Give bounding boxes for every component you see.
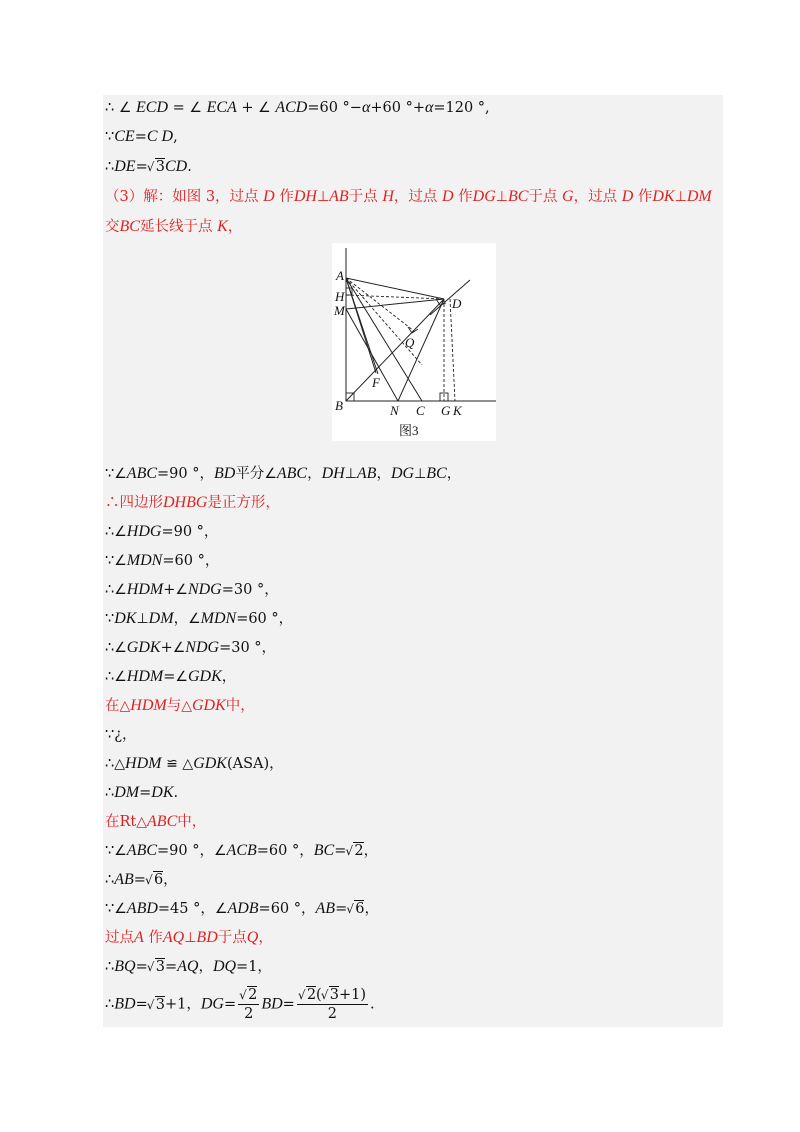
label-c: C <box>416 403 425 418</box>
segment: AB <box>329 188 349 205</box>
text: . <box>173 785 179 801</box>
line-9 <box>105 551 219 571</box>
therefore-symbol: ∴ <box>105 996 115 1013</box>
radical <box>148 157 165 177</box>
root-symbol: √ <box>345 844 353 858</box>
equals: = <box>223 996 237 1013</box>
segment: CD <box>164 158 188 175</box>
angle-name: ACB <box>226 842 257 859</box>
line-8 <box>105 522 218 542</box>
perp-symbol: ⊥ <box>674 189 687 205</box>
figure-caption: 图3 <box>399 423 419 438</box>
segment: AB <box>114 871 134 888</box>
text: ¿， <box>114 727 137 743</box>
text: 与 <box>166 698 182 714</box>
angle-name: GDK <box>126 639 161 656</box>
text: 于点 <box>217 930 247 946</box>
line-20 <box>105 870 178 890</box>
radicand: 2 <box>248 987 258 1003</box>
segment: BD <box>213 465 236 482</box>
equals: = <box>139 785 152 801</box>
text: +1， <box>164 996 201 1013</box>
angle-symbol: ∠ <box>114 640 127 656</box>
text: =30 °， <box>219 640 277 656</box>
segment: BC <box>313 842 335 859</box>
line-4 <box>105 187 712 207</box>
radicand: 2 <box>354 843 364 859</box>
segment: DK <box>114 610 137 627</box>
equals: = <box>282 996 295 1013</box>
equals: = <box>172 100 185 116</box>
line-22 <box>105 928 273 948</box>
segment: BQ <box>114 958 136 975</box>
because-symbol: ∵ <box>105 843 115 859</box>
text: 中， <box>177 814 207 830</box>
line-11 <box>105 609 293 629</box>
numerator <box>297 986 368 1005</box>
angle-symbol: ∠ <box>118 100 132 116</box>
text: 过点 <box>105 930 134 946</box>
line-12 <box>105 638 276 658</box>
figure-svg <box>332 243 496 441</box>
line-3 <box>105 157 192 177</box>
radical <box>347 899 364 919</box>
root-symbol: √ <box>346 902 354 916</box>
text: 作 <box>633 189 653 205</box>
radical <box>148 996 165 1014</box>
equals: = <box>334 843 347 859</box>
segment: BC <box>507 188 529 205</box>
perp-symbol: ⊥ <box>184 930 197 946</box>
label-n: N <box>390 403 399 418</box>
text: 四边形 <box>119 495 163 511</box>
radicand: 3 <box>329 987 339 1003</box>
label-f: F <box>372 375 380 390</box>
minus: − <box>349 100 362 116</box>
segment: DH <box>321 465 345 482</box>
triangle-name: GDK <box>192 697 226 714</box>
line-18 <box>105 812 206 832</box>
text: 延长线于点 <box>139 219 218 235</box>
radical <box>240 986 257 1004</box>
angle-name: GDK <box>187 668 222 685</box>
segment: DG <box>390 465 415 482</box>
numerator <box>238 986 259 1005</box>
text: ， <box>227 219 243 235</box>
segment: DH <box>293 188 317 205</box>
text: 于点 <box>528 189 563 205</box>
angle-symbol: ∠ <box>114 669 127 685</box>
equals: = <box>135 959 148 975</box>
text: ， <box>163 872 178 888</box>
angle-name: ADB <box>227 900 259 917</box>
line-dk-dashed <box>450 299 455 401</box>
radicand: 2 <box>306 987 317 1003</box>
line-md <box>346 299 444 309</box>
text: 交 <box>105 219 120 235</box>
triangle-name: GDK <box>193 755 227 772</box>
angle-name: ECD <box>136 99 169 116</box>
radicand: 6 <box>153 872 164 888</box>
angle-name: ABD <box>126 900 158 917</box>
angle-symbol: ∠ <box>172 640 186 656</box>
therefore-symbol: ∴ <box>105 959 115 975</box>
angle-name: NDG <box>187 581 222 598</box>
segment: BC <box>119 218 140 235</box>
line-1 <box>105 98 490 118</box>
radical <box>346 841 363 861</box>
because-symbol: ∵ <box>105 129 115 145</box>
text: =30 °， <box>221 582 279 598</box>
angle-symbol: ∠ <box>189 100 202 116</box>
text: ， <box>221 669 237 685</box>
text: =60 °， <box>236 611 294 627</box>
line-aq-dashed <box>346 278 414 331</box>
line-6 <box>105 464 461 484</box>
paren: +1) <box>338 987 366 1003</box>
point: Q <box>246 929 259 946</box>
line-10 <box>105 580 279 600</box>
congruent-symbol: ≌ <box>166 756 178 772</box>
text: 在Rt <box>105 814 137 830</box>
line-23 <box>105 957 272 977</box>
angle-name: ABC <box>126 465 158 482</box>
equals: = <box>134 129 147 145</box>
angle-symbol: ∠ <box>114 843 127 859</box>
text: ， <box>376 466 391 482</box>
text: 于点 <box>348 189 383 205</box>
text: ， <box>446 466 462 482</box>
label-q: Q <box>405 335 415 350</box>
line-16 <box>105 754 284 774</box>
triangle-symbol: △ <box>119 698 131 714</box>
perp-symbol: ⊥ <box>136 611 149 627</box>
therefore-symbol: ∴ <box>105 785 115 801</box>
segment: DM <box>148 610 174 627</box>
text: . <box>187 159 192 175</box>
line-21 <box>105 899 379 919</box>
root-symbol: √ <box>144 873 153 887</box>
angle-symbol: ∠ <box>258 100 271 116</box>
text: ， <box>363 843 379 859</box>
label-b: B <box>335 398 343 413</box>
angle-name: HDM <box>126 668 164 685</box>
label-h: H <box>335 289 345 304</box>
angle-name: HDG <box>126 523 162 540</box>
text: +60 °+ <box>370 100 425 116</box>
segment: AQ <box>177 958 199 975</box>
line-13 <box>105 667 236 687</box>
radical <box>322 986 339 1004</box>
therefore-symbol: ∴ <box>105 872 115 888</box>
angle-symbol: ∠ <box>114 582 127 598</box>
because-symbol: ∵ <box>105 611 115 627</box>
text: 中， <box>225 698 255 714</box>
angle-symbol: ∠ <box>114 553 127 569</box>
text: 作 <box>453 189 473 205</box>
line-17 <box>105 783 178 803</box>
text: （3）解：如图 3，过点 <box>105 189 264 205</box>
angle-symbol: ∠ <box>114 466 127 482</box>
angle-symbol: ∠ <box>214 901 228 917</box>
therefore-symbol: ∴ <box>105 640 115 656</box>
text: =90 °， <box>157 466 214 482</box>
alpha: α <box>424 99 434 116</box>
root-symbol: √ <box>320 988 329 1002</box>
label-m: M <box>334 303 345 318</box>
line-ad <box>346 278 444 299</box>
fraction-1 <box>238 986 259 1023</box>
perp-symbol: ⊥ <box>344 466 357 482</box>
angle-name: ACD <box>275 99 308 116</box>
angle-symbol: ∠ <box>114 524 127 540</box>
point: A <box>134 929 144 946</box>
point: D <box>621 188 634 205</box>
line-15 <box>105 725 137 745</box>
text: =90 °， <box>161 524 219 540</box>
root-symbol: √ <box>239 988 247 1002</box>
radical <box>148 957 165 977</box>
label-a: A <box>336 268 344 283</box>
therefore-symbol: ∴ <box>105 669 115 685</box>
plus: + <box>160 640 173 656</box>
text: ， <box>173 611 189 627</box>
equals: = <box>133 872 146 888</box>
point: D <box>441 188 454 205</box>
angle-name: MDN <box>200 610 237 627</box>
equals: = <box>335 901 348 917</box>
line-a-dashed <box>346 278 422 365</box>
line-24 <box>105 986 375 1023</box>
root-symbol: √ <box>146 997 155 1012</box>
radicand: 6 <box>355 901 365 917</box>
angle-name: ECA <box>206 99 237 116</box>
text: =60 °， <box>256 843 314 859</box>
because-symbol: ∵ <box>105 727 115 743</box>
radicand: 3 <box>155 996 165 1013</box>
equals: = <box>135 996 148 1013</box>
radicand: 3 <box>155 959 165 975</box>
angle-symbol: ∠ <box>114 901 127 917</box>
text: 平分 <box>235 466 265 482</box>
root-symbol: √ <box>146 960 155 974</box>
segment: CE <box>114 128 135 145</box>
equals: = <box>164 959 178 975</box>
because-symbol: ∵ <box>105 901 115 917</box>
segment: DK <box>652 188 675 205</box>
segment: DK <box>151 784 174 801</box>
line-af-2 <box>346 278 378 374</box>
line-2 <box>105 127 178 147</box>
because-symbol: ∵ <box>105 466 115 482</box>
angle-symbol: ∠ <box>175 582 188 598</box>
text: =45 °， <box>157 901 215 917</box>
therefore-symbol: ∴ <box>105 582 115 598</box>
root-symbol: √ <box>297 988 306 1002</box>
paren: ( <box>316 987 322 1003</box>
text: (ASA)， <box>226 756 284 772</box>
text: ， <box>307 466 322 482</box>
triangle-symbol: △ <box>136 814 148 830</box>
angle-symbol: ∠ <box>213 843 227 859</box>
text: ，过点 <box>573 189 622 205</box>
text: . <box>370 996 375 1013</box>
because-symbol: ∵ <box>105 553 115 569</box>
radical <box>299 986 316 1004</box>
therefore-symbol: ∴ <box>105 756 115 772</box>
angle-name: ABC <box>126 842 158 859</box>
segment: BD <box>114 995 136 1013</box>
text: =120 °, <box>433 100 490 116</box>
line-bd <box>346 299 444 401</box>
line-7 <box>105 493 280 513</box>
triangle-name: HDM <box>125 755 162 772</box>
point: D <box>263 188 275 205</box>
angle-name: MDN <box>126 552 163 569</box>
line-19 <box>105 841 378 861</box>
triangle-symbol: △ <box>181 698 192 714</box>
quad-name: DHBG <box>163 494 208 511</box>
segment: DM <box>686 188 712 205</box>
therefore-symbol: ∴ <box>105 159 115 175</box>
text: ， <box>198 959 213 975</box>
segment: AQ <box>162 929 185 946</box>
alpha: α <box>361 99 371 116</box>
therefore-symbol: ∴ <box>105 100 115 116</box>
angle-name: NDG <box>185 639 220 656</box>
segment: BD <box>261 995 283 1013</box>
text: ，过点 <box>393 189 442 205</box>
angle-symbol: ∠ <box>188 611 201 627</box>
plus: + <box>163 582 176 598</box>
label-g: G <box>441 403 451 418</box>
text: 作 <box>274 189 294 205</box>
segment: C D <box>146 128 174 145</box>
denominator: 2 <box>327 1006 338 1022</box>
equals: = <box>163 669 176 685</box>
segment: AB <box>315 900 336 917</box>
point: K <box>217 218 228 235</box>
denominator: 2 <box>244 1006 254 1022</box>
text: =60 °， <box>162 553 220 569</box>
point: H <box>382 188 394 205</box>
segment: BC <box>426 465 447 482</box>
text: ， <box>258 930 273 946</box>
segment: BD <box>196 929 218 946</box>
radicand: 3 <box>155 159 165 175</box>
triangle-name: ABC <box>147 813 178 830</box>
text: , <box>173 129 178 145</box>
angle-name: ABC <box>276 465 308 482</box>
text: ， <box>364 901 379 917</box>
radical <box>146 870 163 890</box>
segment: AB <box>356 465 377 482</box>
therefore-symbol: ∴ <box>105 495 120 511</box>
text: =60 ° <box>307 100 350 116</box>
text: 是正方形， <box>207 495 280 511</box>
perp-symbol: ⊥ <box>316 189 330 205</box>
text: =60 °， <box>258 901 316 917</box>
triangle-name: HDM <box>130 697 167 714</box>
triangle-symbol: △ <box>182 756 194 772</box>
triangle-symbol: △ <box>114 756 126 772</box>
label-k: K <box>453 403 462 418</box>
segment: DM <box>114 784 140 801</box>
point: G <box>562 188 574 205</box>
line-5 <box>105 217 242 237</box>
segment: DG <box>200 995 224 1013</box>
text: =1， <box>236 959 272 975</box>
root-symbol: √ <box>146 160 155 174</box>
therefore-symbol: ∴ <box>105 524 115 540</box>
perp-symbol: ⊥ <box>495 189 508 205</box>
label-d: D <box>452 296 462 311</box>
line-dn <box>398 299 444 401</box>
angle-symbol: ∠ <box>175 669 188 685</box>
text: 作 <box>143 930 163 946</box>
segment: DG <box>472 188 496 205</box>
segment: DQ <box>212 958 237 975</box>
angle-name: HDM <box>126 581 164 598</box>
line-14 <box>105 696 255 716</box>
text: 在 <box>105 698 120 714</box>
equals: = <box>135 159 148 175</box>
fraction-2 <box>297 986 368 1023</box>
segment: DE <box>114 158 136 175</box>
angle-symbol: ∠ <box>264 466 277 482</box>
geometry-figure <box>332 243 496 441</box>
text: =90 °， <box>157 843 214 859</box>
perp-symbol: ⊥ <box>414 466 427 482</box>
plus: + <box>241 100 254 116</box>
